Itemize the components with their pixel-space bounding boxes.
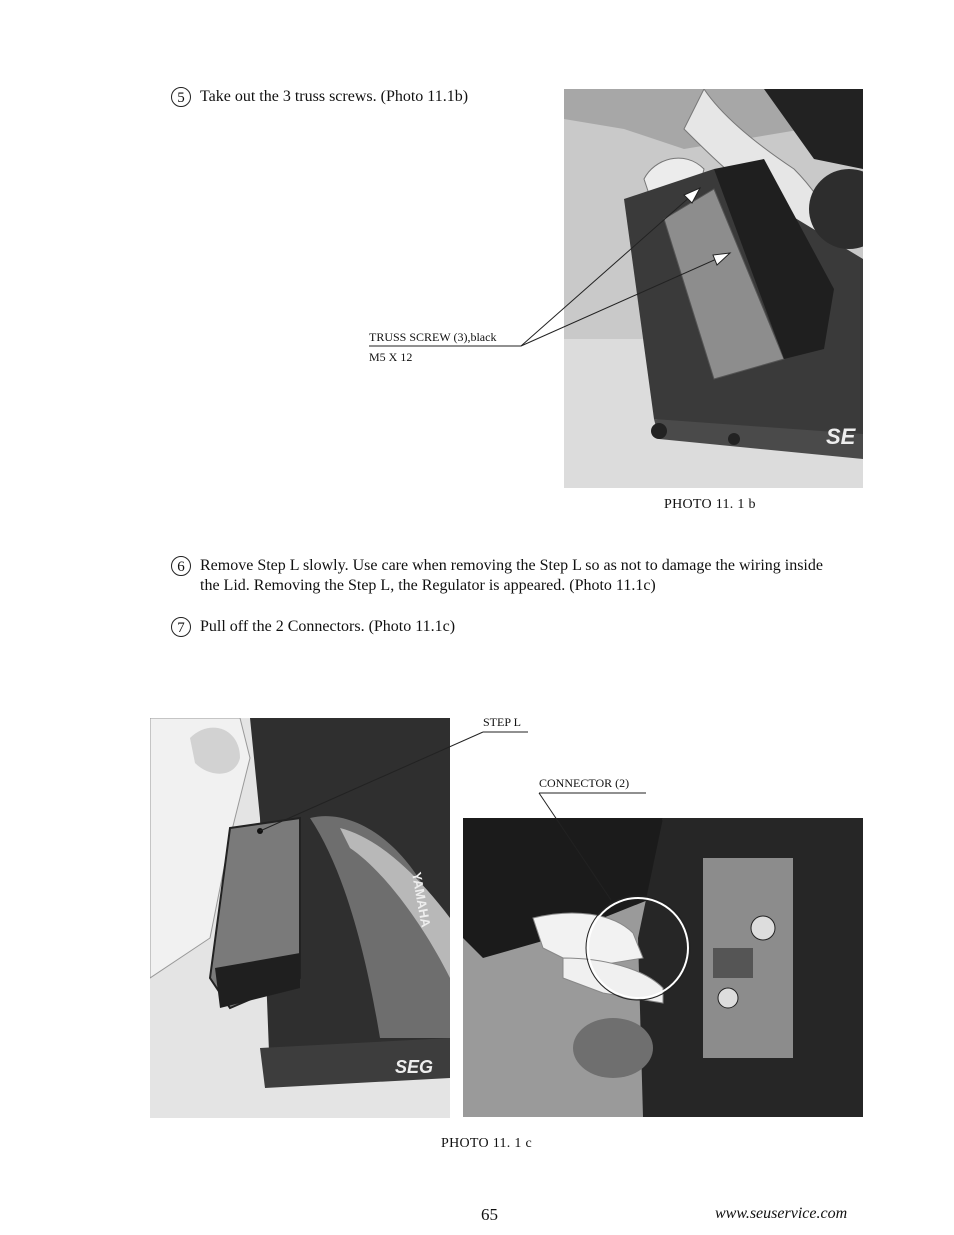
truss-screw-callout: TRUSS SCREW (3),black (369, 330, 497, 344)
step-7-text: Pull off the 2 Connectors. (Photo 11.1c) (200, 618, 456, 635)
photo-11-1c-caption: PHOTO 11. 1 c (441, 1136, 533, 1151)
yamaha-logo: YAMAHA (409, 870, 434, 929)
step-l-callout: STEP L (483, 715, 521, 729)
truss-screw-leader-lines (0, 0, 954, 600)
footer-website: www.seuservice.com (715, 1205, 848, 1222)
sega-logo-c: SEG (395, 1057, 434, 1077)
page-number: 65 (481, 1205, 498, 1224)
step-6-text-line2: the Lid. Removing the Step L, the Regulator is appeared. (Photo 11.1c) (200, 577, 656, 594)
photo-11-1b-caption: PHOTO 11. 1 b (664, 497, 756, 512)
step-6-text-line1: Remove Step L slowly. Use care when removing the Step L so as not to damage the wiring inside (200, 557, 823, 574)
step-number-5: 5 (171, 87, 191, 107)
step-5-text: Take out the 3 truss screws. (Photo 11.1b) (200, 88, 469, 105)
step-number-7: 7 (171, 617, 191, 637)
connector-callout: CONNECTOR (2) (539, 776, 630, 790)
truss-screw-size: M5 X 12 (369, 350, 413, 364)
sega-logo-b: SE (826, 424, 856, 449)
step-number-6: 6 (171, 556, 191, 576)
photo-c-leader-lines (0, 700, 954, 960)
